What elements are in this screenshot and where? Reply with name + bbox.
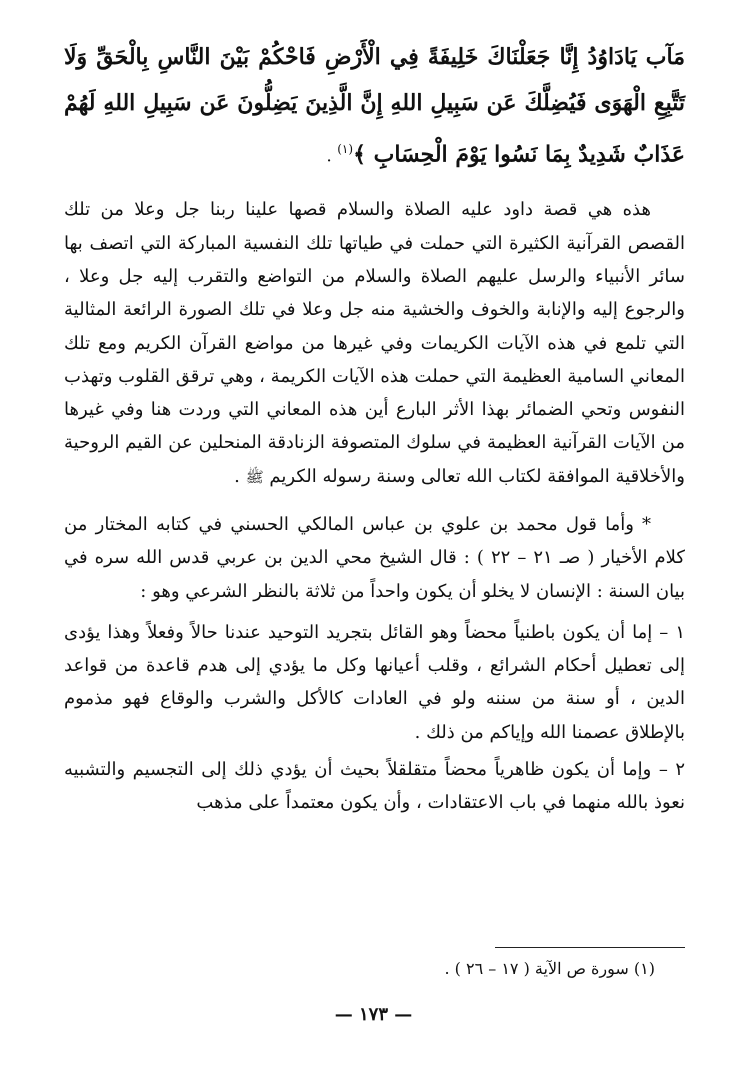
footnote-reference: (١) <box>337 142 354 156</box>
paragraph-ibn-arabi-quote <box>64 508 685 608</box>
paragraph-end: . <box>234 465 246 487</box>
footnote-divider <box>495 947 685 948</box>
paragraph-text: هذه هي قصة داود عليه الصلاة والسلام قصها علينا ربنا جل وعلا من تلك القصص القرآنية الكثيرة التي حملت في طياتها تلك النفسية المباركة التي اتصف بها سائر الأنبياء والرسل عليهم الصلاة والسلام من التواضع والتقرب إليه جل وعلا ، والرجوع إليه والإنابة والخوف والخشية منه جل وعلا في تلك الصورة الرائعة المثالية التي تلمع في هذه الآيات الكريمات وفي غيرها من مواضع القرآن الكريم ومع تلك المعاني السامية العظيمة التي حملت هذه الآيات الكريمة ، وهي ترقق القلوب وتهذب النفوس وتحي الضمائر بهذا الأثر البارع أين هذه المعاني التي وردت هنا وفي غيرها من الآيات القرآنية العظيمة في سلوك المتصوفة الزنادقة المنحلين عن القيم الروحية والأخلاقية الموافقة لكتاب الله تعالى وسنة رسوله الكريم <box>64 199 685 487</box>
quran-verse <box>64 34 685 179</box>
asterisk-marker: * <box>642 514 651 535</box>
list-item-2: ٢ – وإما أن يكون ظاهرياً محضاً متقلقلاً بحيث أن يؤدي ذلك إلى التجسيم والتشبيه نعوذ بالله منهما في باب الاعتقادات ، وأن يكون معتمداً على مذهب <box>64 759 685 814</box>
verse-end: . <box>326 146 338 167</box>
salutation-glyph: ﷺ <box>245 467 264 486</box>
list-item-1: ١ – إما أن يكون باطنياً محضاً وهو القائل بتجريد التوحيد عندنا حالاً وفعلاً وهذا يؤدى إلى تعطيل أحكام الشرائع ، وقلب أعيانها وكل ما يؤدي إلى هدم قاعدة من قواعد الدين ، أو سنة من سننه ولو في العادات كالأكل والشرب والوقاع فهو مذموم بالإطلاق عصمنا الله وإياكم من ذلك . <box>64 621 685 743</box>
footnote: (١) سورة ص الآية ( ١٧ – ٢٦ ) . <box>444 959 655 978</box>
paragraph-dawud-story <box>64 193 685 494</box>
verse-text: مَآب يَادَاوُدُ إِنَّا جَعَلْنَاكَ خَلِيفَةً فِي الْأَرْضِ فَاحْكُمْ بَيْنَ النَّاسِ بِالْحَقِّ وَلَا تَتَّبِعِ الْهَوَى فَيُضِلَّكَ عَن سَبِيلِ اللهِ إِنَّ الَّذِينَ يَضِلُّونَ عَن سَبِيلِ اللهِ لَهُمْ عَذَابٌ شَدِيدٌ بِمَا نَسُوا يَوْمَ الْحِسَابِ ﴾ <box>64 44 685 168</box>
page-number: — ١٧٣ — <box>334 1004 413 1025</box>
paragraph-text: وأما قول محمد بن علوي بن عباس المالكي الحسني في كتابه المختار من كلام الأخيار ( صـ ٢١ – ٢٢ ) : قال الشيخ محي الدين بن عربي قدس الله سره في بيان السنة : الإنسان لا يخلو أن يكون واحداً من ثلاثة بالنظر الشرعي وهو : <box>64 514 685 602</box>
